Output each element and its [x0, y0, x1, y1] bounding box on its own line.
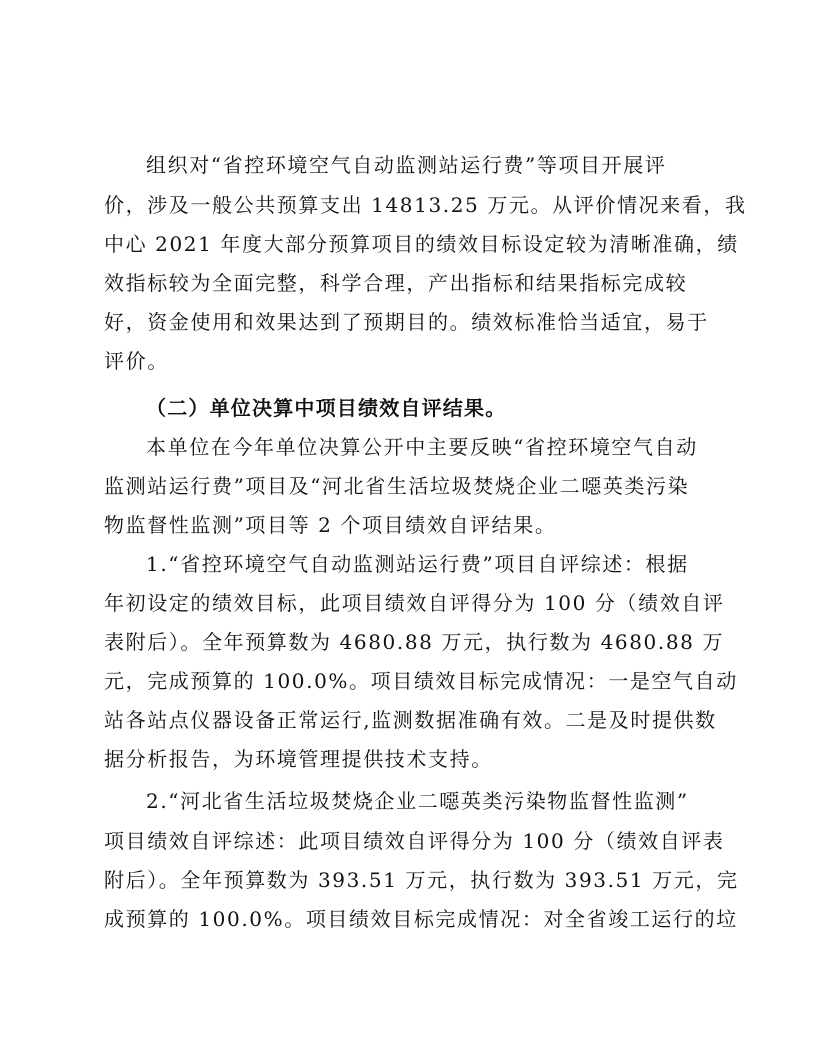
- paragraph-line: 物监督性监测”项目等 2 个项目绩效自评结果。: [104, 513, 557, 537]
- paragraph-line: 站各站点仪器设备正常运行,监测数据准确有效。二是及时提供数: [104, 708, 717, 732]
- paragraph-line: 好，资金使用和效果达到了预期目的。绩效标准恰当适宜，易于: [104, 310, 709, 334]
- paragraph-line: 本单位在今年单位决算公开中主要反映“省控环境空气自动: [146, 435, 698, 459]
- paragraph-line: 效指标较为全面完整，科学合理，产出指标和结果指标完成较: [104, 271, 688, 295]
- paragraph-line: 项目绩效自评综述：此项目绩效自评得分为 100 分（绩效自评表: [104, 829, 725, 853]
- paragraph-line: 元，完成预算的 100.0%。项目绩效目标完成情况：一是空气自动: [104, 669, 738, 693]
- paragraph-line: 2.“河北省生活垃圾焚烧企业二噁英类污染物监督性监测”: [146, 789, 689, 813]
- paragraph-line: 表附后）。全年预算数为 4680.88 万元，执行数为 4680.88 万: [104, 630, 725, 654]
- paragraph-line: 1.“省控环境空气自动监测站运行费”项目自评综述：根据: [146, 552, 689, 576]
- paragraph-line: 附后）。全年预算数为 393.51 万元，执行数为 393.51 万元，完: [104, 868, 739, 892]
- paragraph-line: 成预算的 100.0%。项目绩效目标完成情况：对全省竣工运行的垃: [104, 907, 738, 931]
- paragraph-line: 年初设定的绩效目标，此项目绩效自评得分为 100 分（绩效自评: [104, 591, 725, 615]
- paragraph-line: 价，涉及一般公共预算支出 14813.25 万元。从评价情况来看，我: [104, 193, 747, 217]
- paragraph-line: 评价。: [104, 349, 169, 373]
- paragraph-line: 组织对“省控环境空气自动监测站运行费”等项目开展评: [146, 153, 667, 177]
- paragraph-line: 监测站运行费”项目及“河北省生活垃圾焚烧企业二噁英类污染: [104, 474, 690, 498]
- paragraph-line: 据分析报告，为环境管理提供技术支持。: [104, 747, 493, 771]
- paragraph-line: 中心 2021 年度大部分预算项目的绩效目标设定较为清晰准确，绩: [104, 232, 739, 256]
- section-heading: （二）单位决算中项目绩效自评结果。: [146, 396, 507, 420]
